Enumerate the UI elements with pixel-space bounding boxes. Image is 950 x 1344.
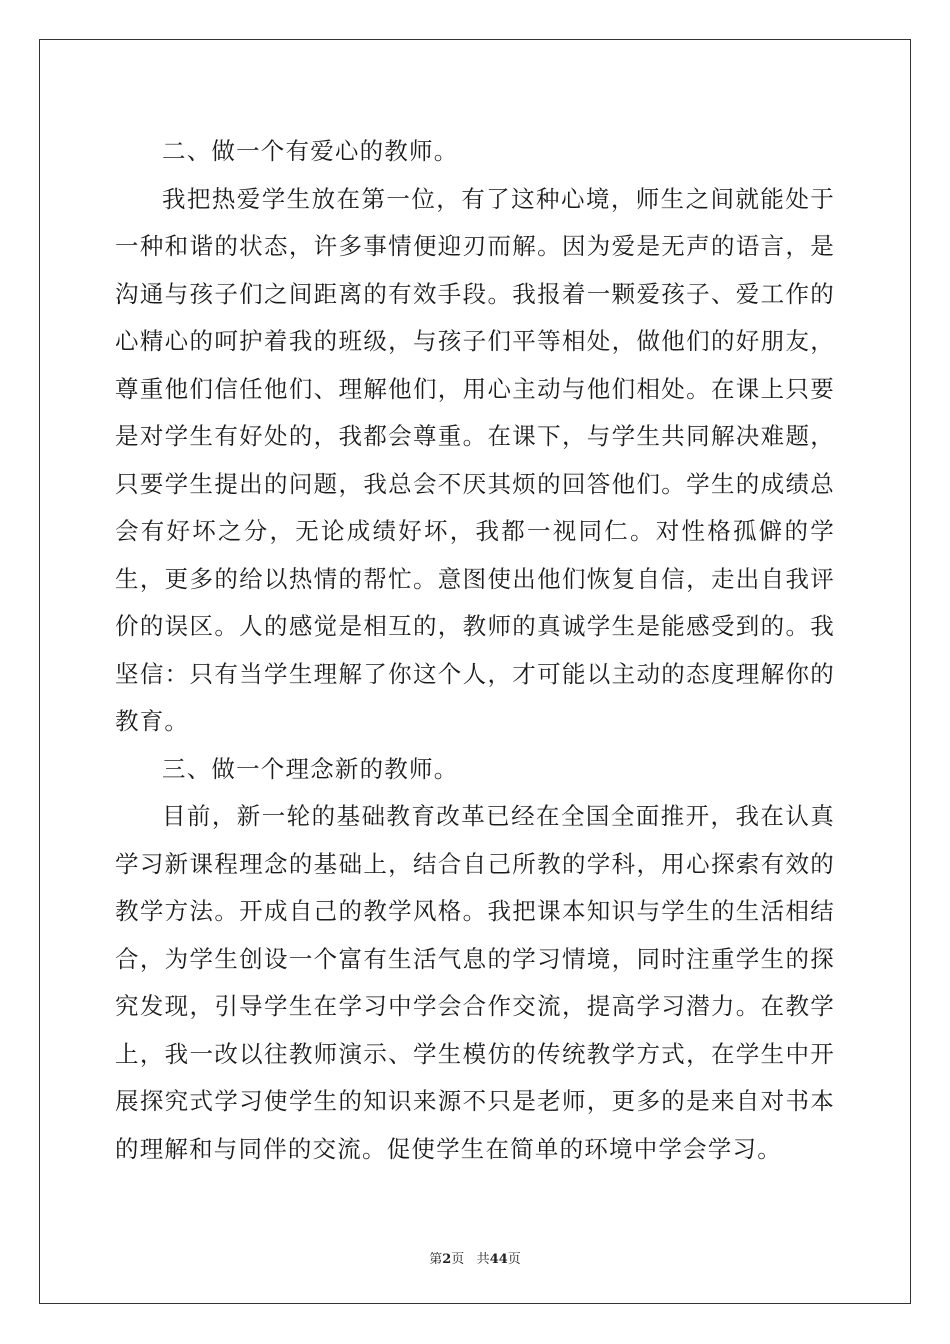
- total-pages: 44: [489, 1252, 508, 1267]
- section-heading-3: 三、做一个理念新的教师。: [162, 754, 459, 783]
- total-suffix: 页: [507, 1252, 521, 1267]
- page-prefix: 第: [429, 1252, 443, 1267]
- page-suffix: 页: [451, 1252, 465, 1267]
- document-body: [115, 128, 835, 1173]
- total-prefix: 共: [476, 1252, 490, 1267]
- section-heading-2: 二、做一个有爱心的教师。: [162, 137, 459, 165]
- paragraph-love: 我把热爱学生放在第一位，有了这种心境，师生之间就能处于一种和谐的状态，许多事情便迎刃而解。因为爱是无声的语言，是沟通与孩子们之间距离的有效手段。我报着一颗爱孩子、爱工作的心精心的呵护着我的班级，与孩子们平等相处，做他们的好朋友，尊重他们信任他们、理解他们，用心主动与他们相处。在课上只要是对学生有好处的，我都会尊重。在课下，与学生共同解决难题，只要学生提出的问题，我总会不厌其烦的回答他们。学生的成绩总会有好坏之分，无论成绩好坏，我都一视同仁。对性格孤僻的学生，更多的给以热情的帮忙。意图使出他们恢复自信，走出自我评价的误区。人的感觉是相互的，教师的真诚学生是能感受到的。我坚信：只有当学生理解了你这个人，才可能以主动的态度理解你的教育。: [115, 184, 835, 735]
- page-number: 2: [442, 1252, 452, 1267]
- page-footer: [0, 1248, 950, 1267]
- paragraph-new-concept: 目前，新一轮的基础教育改革已经在全国全面推开，我在认真学习新课程理念的基础上，结合自己所教的学科，用心探索有效的教学方法。开成自己的教学风格。我把课本知识与学生的生活相结合，为学生创设一个富有生活气息的学习情境，同时注重学生的探究发现，引导学生在学习中学会合作交流，提高学习潜力。在教学上，我一改以往教师演示、学生模仿的传统教学方式，在学生中开展探究式学习使学生的知识来源不只是老师，更多的是来自对书本的理解和与同伴的交流。促使学生在简单的环境中学会学习。: [115, 802, 835, 1163]
